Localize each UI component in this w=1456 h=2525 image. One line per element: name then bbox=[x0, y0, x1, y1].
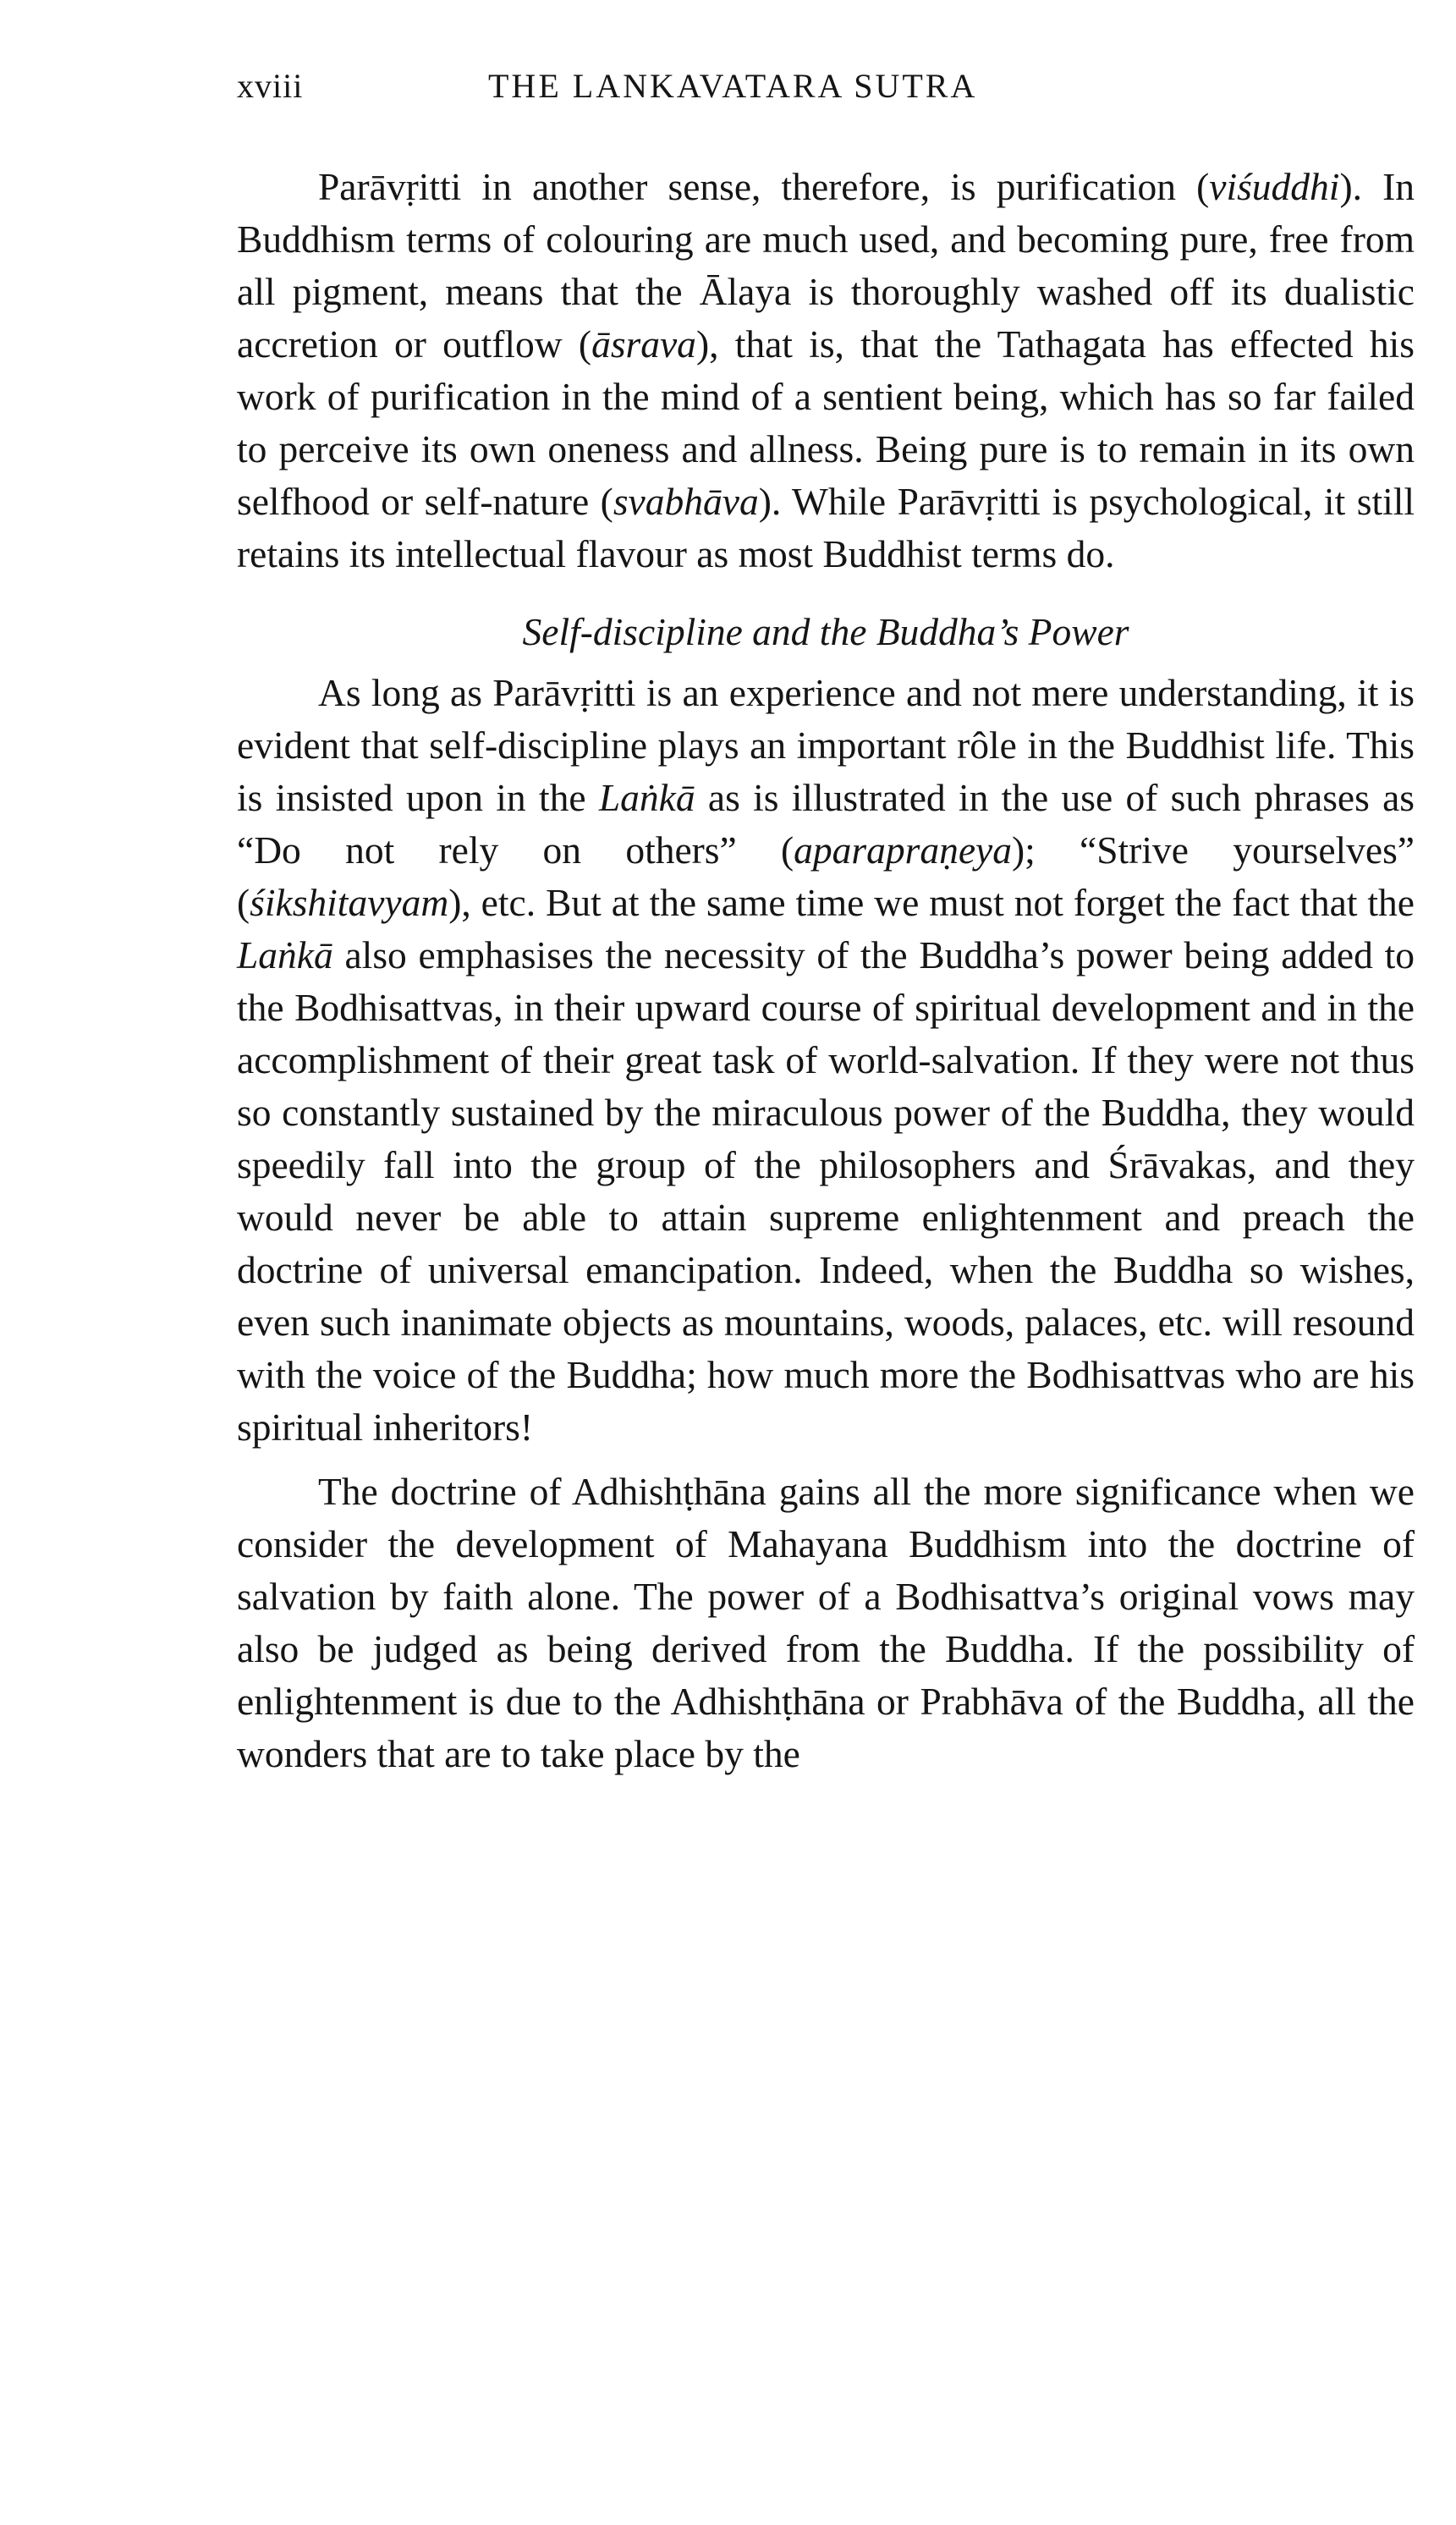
book-page bbox=[237, 59, 1415, 1780]
title-lanka: Laṅkā bbox=[598, 776, 695, 819]
text-run: as is illustrated in the use of such phrases as “Do not rely on others” ( bbox=[237, 776, 1415, 872]
term-asrava: āsrava bbox=[591, 322, 696, 366]
text-run: ); “Strive yourselves” ( bbox=[237, 828, 1415, 924]
paragraph-self-discipline bbox=[237, 667, 1415, 1454]
term-aparapraneya: aparapraṇeya bbox=[794, 828, 1012, 872]
title-lanka: Laṅkā bbox=[237, 933, 333, 976]
running-head bbox=[237, 59, 1415, 118]
section-heading: Self-discipline and the Buddha’s Power bbox=[522, 610, 1129, 653]
text-run: Parāvṛitti in another sense, therefore, is purification ( bbox=[318, 165, 1210, 208]
page-number: xviii bbox=[237, 67, 304, 105]
text-run: As long as Parāvṛitti is an experience and not mere understanding, it is evident that self-discipline plays an important rôle in the Buddhist life. This is insisted upon in the bbox=[237, 671, 1415, 819]
text-run: ), that is, that the Tathagata has effected his work of purification in the mind of a sentient being, which has so far failed to perceive its own oneness and allness. Being pure is to remain in its own selfhood or self-nature ( bbox=[237, 322, 1415, 523]
text-run: ), etc. But at the same time we must not forget the fact that the bbox=[448, 881, 1415, 924]
term-visuddhi: viśuddhi bbox=[1209, 165, 1340, 208]
page-body bbox=[237, 161, 1415, 1780]
term-sikshitavyam: śikshitavyam bbox=[250, 881, 449, 924]
paragraph-paravritti-purification bbox=[237, 161, 1415, 580]
text-run: ). In Buddhism terms of colouring are much used, and becoming pure, free from all pigment, means that the Ālaya is thoroughly washed off its dualistic accretion or outflow ( bbox=[237, 165, 1415, 366]
running-title: THE LANKAVATARA SUTRA bbox=[488, 67, 978, 105]
term-svabhava: svabhāva bbox=[613, 480, 759, 523]
text-run: also emphasises the necessity of the Buddha’s power being added to the Bodhisattvas, in their upward course of spiritual development and in the accomplishment of their great task of world-salvation. If they were not thus so constantly sustained by the miraculous power of the Buddha, they would speedily fall into the group of the philosophers and Śrāvakas, and they would never be able to attain supreme enlightenment and preach the doctrine of universal emancipation. Indeed, when the Buddha so wishes, even such inanimate objects as mountains, woods, palaces, etc. will resound with the voice of the Buddha; how much more the Bodhisattvas who are his spiritual inheritors! bbox=[237, 933, 1415, 1449]
text-run: ). While Parāvṛitti is psychological, it still retains its intellectual flavour as most Buddhist terms do. bbox=[237, 480, 1415, 575]
paragraph-adhishthana: The doctrine of Adhishṭhāna gains all the more significance when we consider the development of Mahayana Buddhism into the doctrine of salvation by faith alone. The power of a Bodhisattva’s original vows may also be judged as being derived from the Buddha. If the possibility of enlightenment is due to the Adhishṭhāna or Prabhāva of the Buddha, all the wonders that are to take place by the bbox=[237, 1470, 1415, 1775]
